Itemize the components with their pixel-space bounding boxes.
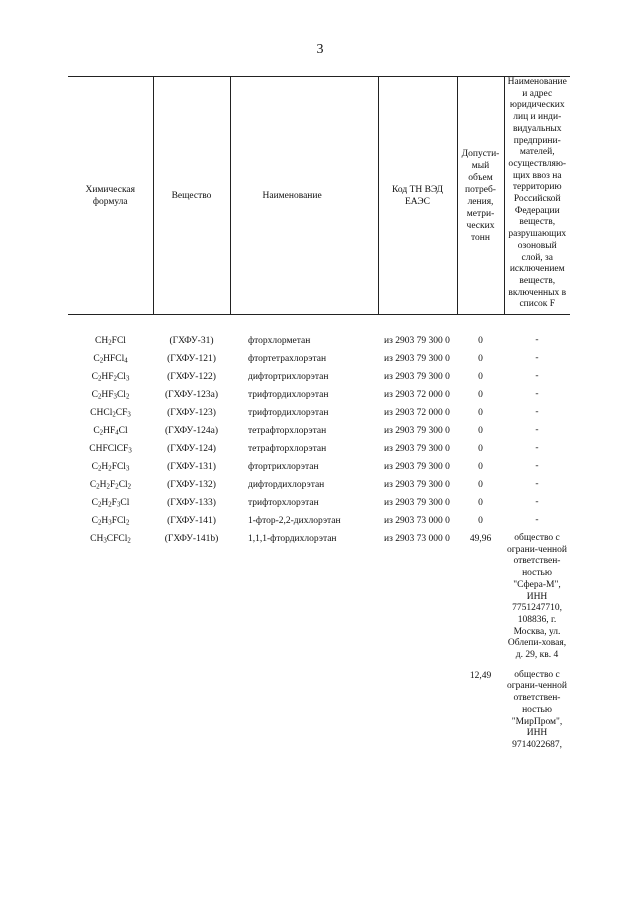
cell-formula: $C_2H_2FCl_3$ [91, 462, 130, 473]
cell-importer: - [535, 461, 539, 471]
cell-importer: - [535, 443, 539, 453]
cell-volume: 0 [478, 480, 483, 490]
cell-formula: $C_2HF_4Cl$ [93, 426, 128, 437]
cell-substance: (ГХФУ-122) [167, 372, 216, 382]
cell-name: дифтортрихлорэтан [248, 372, 329, 382]
table-row [68, 423, 570, 441]
cell-importer: - [535, 425, 539, 435]
cell-name [230, 668, 378, 786]
table-spacer [68, 315, 570, 334]
spacer-cell [68, 315, 570, 334]
cell-importer: - [535, 515, 539, 525]
table-body [68, 315, 570, 786]
cell-volume: 0 [478, 336, 483, 346]
cell-substance: (ГХФУ-124а) [165, 426, 218, 436]
table-row [68, 477, 570, 495]
cell-volume: 0 [478, 390, 483, 400]
table-row [68, 369, 570, 387]
cell-code [378, 668, 457, 786]
cell-importer: - [535, 353, 539, 363]
cell-importer: общество с ограни-ченной ответствен-ностью "Сфера-М", ИНН 7751247710, 108836, г. Москва, ул. Облепи-ховая, д. 29, кв. 4 [507, 533, 567, 661]
table-row [68, 405, 570, 423]
cell-code: из 2903 79 300 0 [384, 354, 450, 364]
cell-formula: $C_2HFCl_4$ [93, 354, 128, 365]
table-row [68, 459, 570, 477]
cell-substance: (ГХФУ-131) [167, 462, 216, 472]
cell-name: тетрафторхлорэтан [248, 426, 327, 436]
cell-code: из 2903 79 300 0 [384, 372, 450, 382]
cell-name: дифтордихлорэтан [248, 480, 325, 490]
cell-volume: 0 [478, 498, 483, 508]
cell-code: из 2903 79 300 0 [384, 462, 450, 472]
cell-formula [68, 668, 153, 786]
header-importer: Наименование и адрес юридических лиц и инди-видуальных предприни-мателей, осуществляю-щих ввоз на территорию Российской Федерации веществ, разрушающих озоновый слой, за исключением веществ, включенных в список F [504, 77, 570, 315]
cell-code: из 2903 79 300 0 [384, 444, 450, 454]
table-row [68, 387, 570, 405]
cell-substance: (ГХФУ-133) [167, 498, 216, 508]
table-header [68, 77, 570, 315]
cell-importer: - [535, 407, 539, 417]
table-row [68, 668, 570, 786]
cell-formula: $C_2H_2F_3Cl$ [91, 498, 130, 509]
cell-formula: $CH_3CFCl_2$ [90, 534, 131, 545]
cell-substance: (ГХФУ-31) [169, 336, 214, 346]
header-formula: Химическая формула [68, 77, 153, 315]
cell-code: из 2903 79 300 0 [384, 480, 450, 490]
cell-formula: $C_2H_3FCl_2$ [91, 516, 130, 527]
cell-code: из 2903 79 300 0 [384, 336, 450, 346]
cell-formula: $C_2H_2F_2Cl_2$ [89, 480, 132, 491]
cell-code: из 2903 73 000 0 [384, 534, 450, 544]
cell-name: фтортетрахлорэтан [248, 354, 327, 364]
cell-name: тетрафторхлорэтан [248, 444, 327, 454]
cell-name: 1,1,1-фтордихлорэтан [248, 534, 337, 544]
table-row [68, 531, 570, 668]
table-row [68, 495, 570, 513]
cell-substance: (ГХФУ-141) [167, 516, 216, 526]
page-number: 3 [316, 42, 324, 57]
header-name: Наименование [230, 77, 378, 315]
header-volume: Допусти-мый объем потреб-ления, метри-ческих тонн [457, 77, 504, 315]
cell-name: фтортрихлорэтан [248, 462, 319, 472]
substances-table [68, 76, 570, 786]
header-code: Код ТН ВЭД ЕАЭС [378, 77, 457, 315]
cell-volume: 0 [478, 426, 483, 436]
cell-volume: 0 [478, 408, 483, 418]
cell-volume: 0 [478, 354, 483, 364]
cell-importer: - [535, 479, 539, 489]
table-row [68, 333, 570, 351]
cell-name: трифторхлорэтан [248, 498, 319, 508]
cell-formula: $C_2HF_2Cl_3$ [91, 372, 130, 383]
cell-formula: $CHCl_2CF_3$ [90, 408, 131, 419]
table-row [68, 513, 570, 531]
cell-volume: 12,49 [469, 670, 492, 681]
cell-formula: CHFClCF$_3$ [89, 444, 132, 455]
cell-substance: (ГХФУ-123а) [165, 390, 218, 400]
cell-volume: 0 [478, 372, 483, 382]
cell-importer: - [535, 371, 539, 381]
cell-name: трифтордихлорэтан [248, 408, 329, 418]
cell-substance: (ГХФУ-132) [167, 480, 216, 490]
cell-substance [153, 668, 230, 786]
cell-substance: (ГХФУ-141b) [164, 534, 219, 544]
cell-substance: (ГХФУ-121) [167, 354, 216, 364]
cell-formula: $C_2HF_3Cl_2$ [91, 390, 130, 401]
cell-importer: - [535, 335, 539, 345]
table-row [68, 351, 570, 369]
cell-code: из 2903 72 000 0 [384, 390, 450, 400]
cell-importer: - [535, 497, 539, 507]
cell-importer: - [535, 389, 539, 399]
cell-volume: 0 [478, 516, 483, 526]
cell-formula: $CH_2FCl$ [95, 336, 126, 347]
cell-importer: общество с ограни-ченной ответствен-ностью "МирПром", ИНН 9714022687, [507, 669, 567, 750]
cell-volume: 0 [478, 462, 483, 472]
cell-volume: 49,96 [469, 534, 492, 544]
header-substance: Вещество [153, 77, 230, 315]
cell-name: трифтордихлорэтан [248, 390, 329, 400]
cell-code: из 2903 79 300 0 [384, 498, 450, 508]
cell-code: из 2903 79 300 0 [384, 426, 450, 436]
cell-code: из 2903 73 000 0 [384, 516, 450, 526]
table-row [68, 441, 570, 459]
cell-substance: (ГХФУ-123) [167, 408, 216, 418]
cell-name: фторхлорметан [248, 336, 311, 346]
cell-volume: 0 [478, 444, 483, 454]
cell-name: 1-фтор-2,2-дихлорэтан [248, 516, 341, 526]
cell-code: из 2903 72 000 0 [384, 408, 450, 418]
cell-substance: (ГХФУ-124) [167, 444, 216, 454]
